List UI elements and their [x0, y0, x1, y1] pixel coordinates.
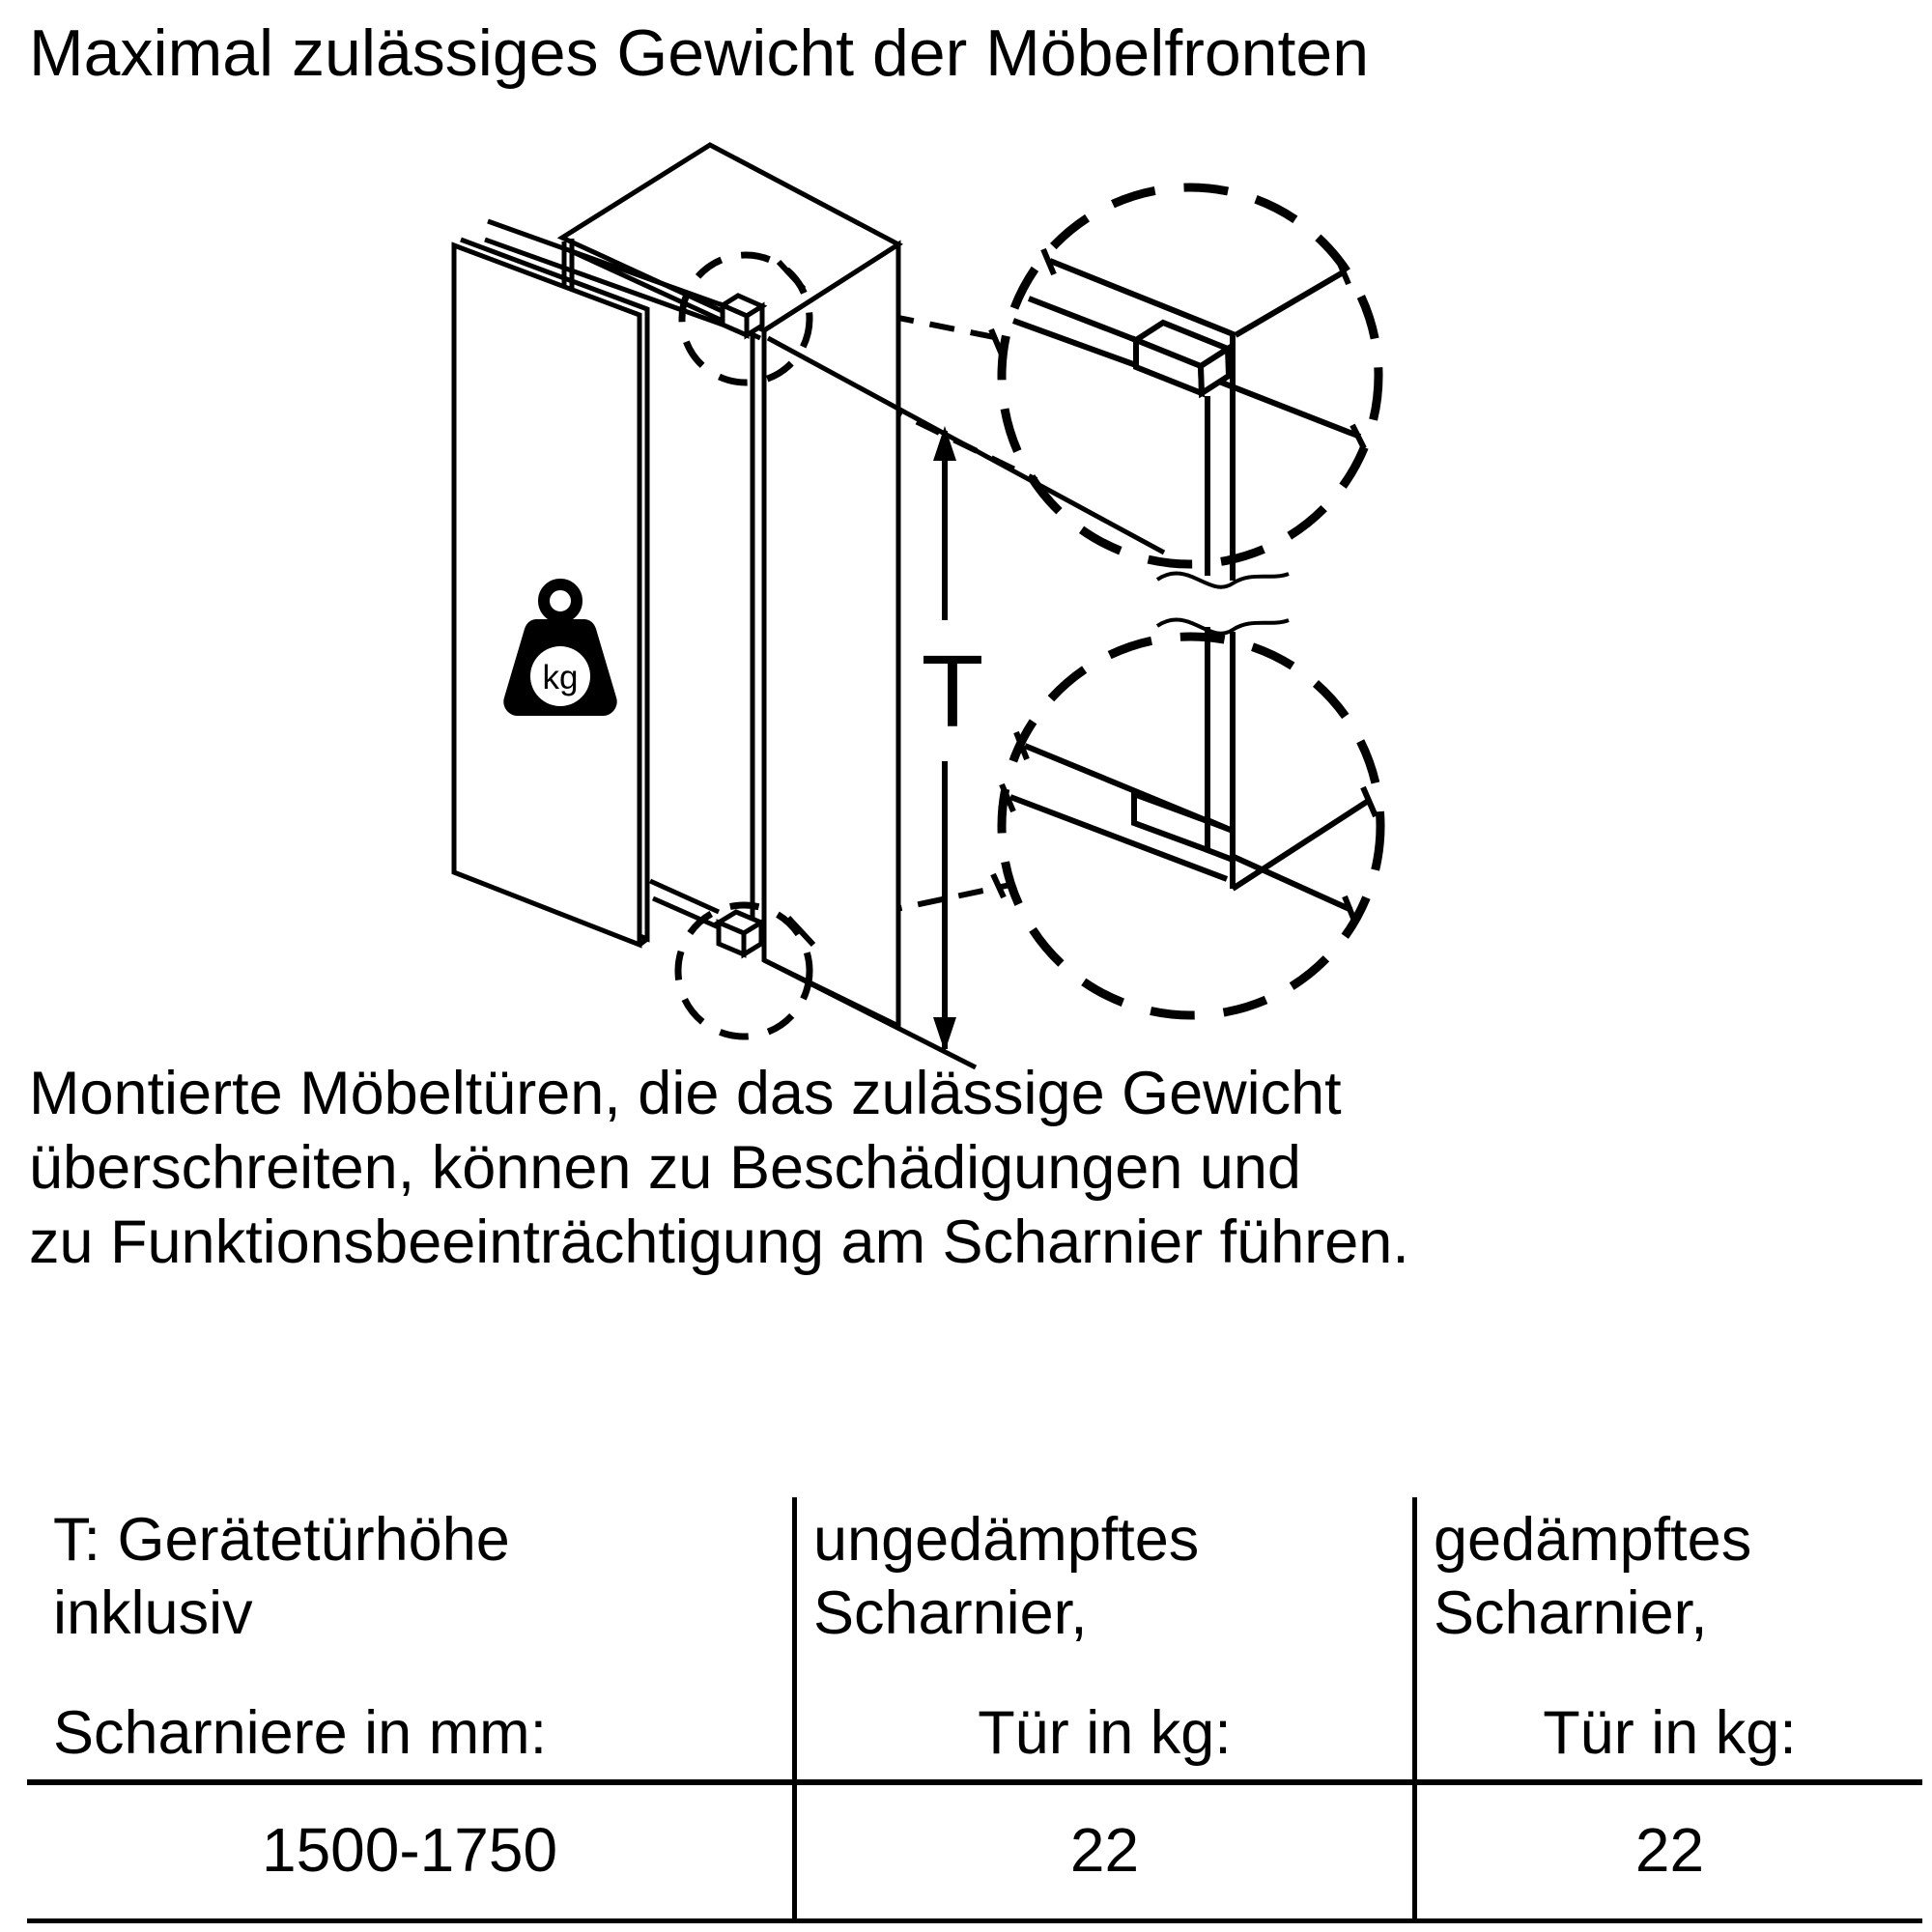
table-value-damped: 22	[1634, 1815, 1705, 1885]
detail-circle-top	[991, 187, 1378, 581]
table-header-col1: T: Gerätetürhöhe inklusiv	[53, 1506, 510, 1647]
table-header-col3: gedämpftes Scharnier,	[1434, 1506, 1752, 1647]
break-symbol	[1157, 573, 1289, 633]
detail-top-edge	[1050, 261, 1236, 335]
table-bottom-border	[27, 1918, 1922, 1923]
dimension-label: T	[921, 635, 984, 749]
detail-circle-bottom	[993, 627, 1380, 1015]
table-header-col1-line3: Scharniere in mm:	[53, 1699, 548, 1767]
table-value-undamped: 22	[1069, 1815, 1140, 1885]
hinge-block-bottom	[719, 912, 761, 954]
dimension-arrow-T	[922, 426, 984, 1052]
page-title: Maximal zulässiges Gewicht der Möbelfronten	[29, 16, 1370, 90]
table-header-col2-line3: Tür in kg:	[978, 1699, 1232, 1767]
warning-text	[29, 1057, 1409, 1280]
cabinet-right-face	[764, 244, 898, 1026]
weight-icon-label: kg	[542, 659, 579, 696]
warning-line: zu Funktionsbeeinträchtigung am Scharnier führen.	[29, 1208, 1409, 1276]
table-header-col2: ungedämpftes Scharnier,	[813, 1506, 1200, 1647]
table-header-separator	[27, 1779, 1922, 1785]
hinge-block-top-detail	[1136, 323, 1229, 393]
warning-line: überschreiten, können zu Beschädigungen und	[29, 1134, 1301, 1202]
table-value-door-height: 1500-1750	[261, 1815, 558, 1885]
table-header-col3-line3: Tür in kg:	[1543, 1699, 1797, 1767]
warning-line: Montierte Möbeltüren, die das zulässige Gewicht	[29, 1060, 1342, 1127]
hinge-block-top	[723, 296, 762, 335]
